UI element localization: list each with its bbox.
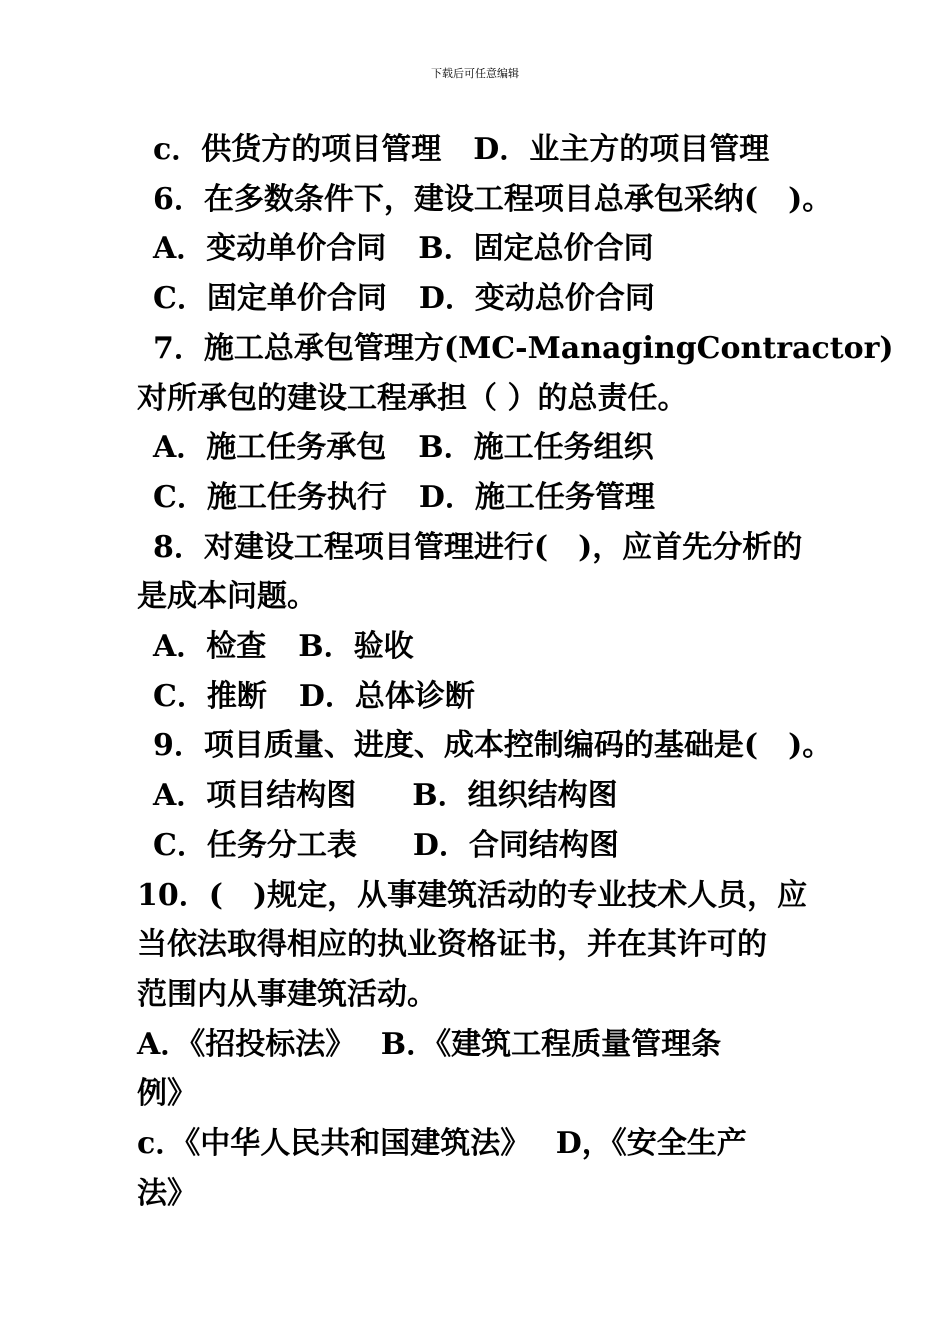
option-line: [137, 423, 837, 473]
option-line: [137, 274, 837, 324]
option-line-ab: A．《招投标法》 B．《建筑工程质量管理条: [137, 1026, 722, 1062]
option-a: A．检查: [153, 629, 267, 665]
question-10-line-3: 范围内从事建筑活动。: [137, 976, 437, 1012]
option-b: B．固定总价合同: [418, 231, 654, 267]
option-line-cd-cont: 法》: [137, 1175, 197, 1211]
option-c: C．施工任务执行: [153, 479, 387, 515]
question-10-line-2: 当依法取得相应的执业资格证书，并在其许可的: [137, 927, 767, 963]
option-line: [137, 821, 837, 871]
question-8-line-2: 是成本问题。: [137, 579, 317, 615]
option-a: A．变动单价合同: [153, 231, 387, 267]
option-d: D．业主方的项目管理: [473, 132, 770, 167]
option-line-cd: c．《中华人民共和国建筑法》 D，《安全生产: [137, 1126, 747, 1162]
option-line: [137, 622, 837, 672]
question-8-line-1: 8．对建设工程项目管理进行( )，应首先分析的: [153, 529, 803, 565]
option-d: D．变动总价合同: [418, 281, 655, 317]
option-line: [137, 473, 837, 523]
document-body: [137, 125, 894, 1218]
option-d: D．合同结构图: [412, 827, 619, 863]
option-b: B．组织结构图: [412, 778, 618, 814]
option-d: D．施工任务管理: [418, 479, 655, 515]
option-line: [137, 672, 837, 722]
option-line: [137, 224, 837, 274]
option-a: A．施工任务承包: [153, 430, 387, 466]
question-7-line-1: 7．施工总承包管理方(MC-ManagingContractor): [153, 330, 894, 366]
option-c: C．任务分工表: [153, 827, 357, 863]
option-line: [137, 125, 837, 175]
option-line: [137, 771, 837, 821]
option-b: B．施工任务组织: [418, 430, 654, 466]
option-d: D．总体诊断: [298, 678, 475, 714]
page-header: 下载后可任意编辑: [431, 67, 519, 80]
option-a: A．项目结构图: [153, 778, 357, 814]
question-6: 6．在多数条件下，建设工程项目总承包采纳( )。: [153, 181, 833, 217]
option-c: C．固定单价合同: [153, 281, 387, 317]
question-7-line-2: 对所承包的建设工程承担（ ）的总责任。: [137, 380, 688, 416]
question-10-line-1: 10．( )规定，从事建筑活动的专业技术人员，应: [137, 877, 808, 913]
option-c: C．推断: [153, 678, 267, 714]
option-b: B．验收: [298, 629, 414, 665]
question-9: 9．项目质量、进度、成本控制编码的基础是( )。: [153, 728, 833, 764]
option-c: c．供货方的项目管理: [153, 132, 442, 167]
option-line-ab-cont: 例》: [137, 1076, 197, 1112]
